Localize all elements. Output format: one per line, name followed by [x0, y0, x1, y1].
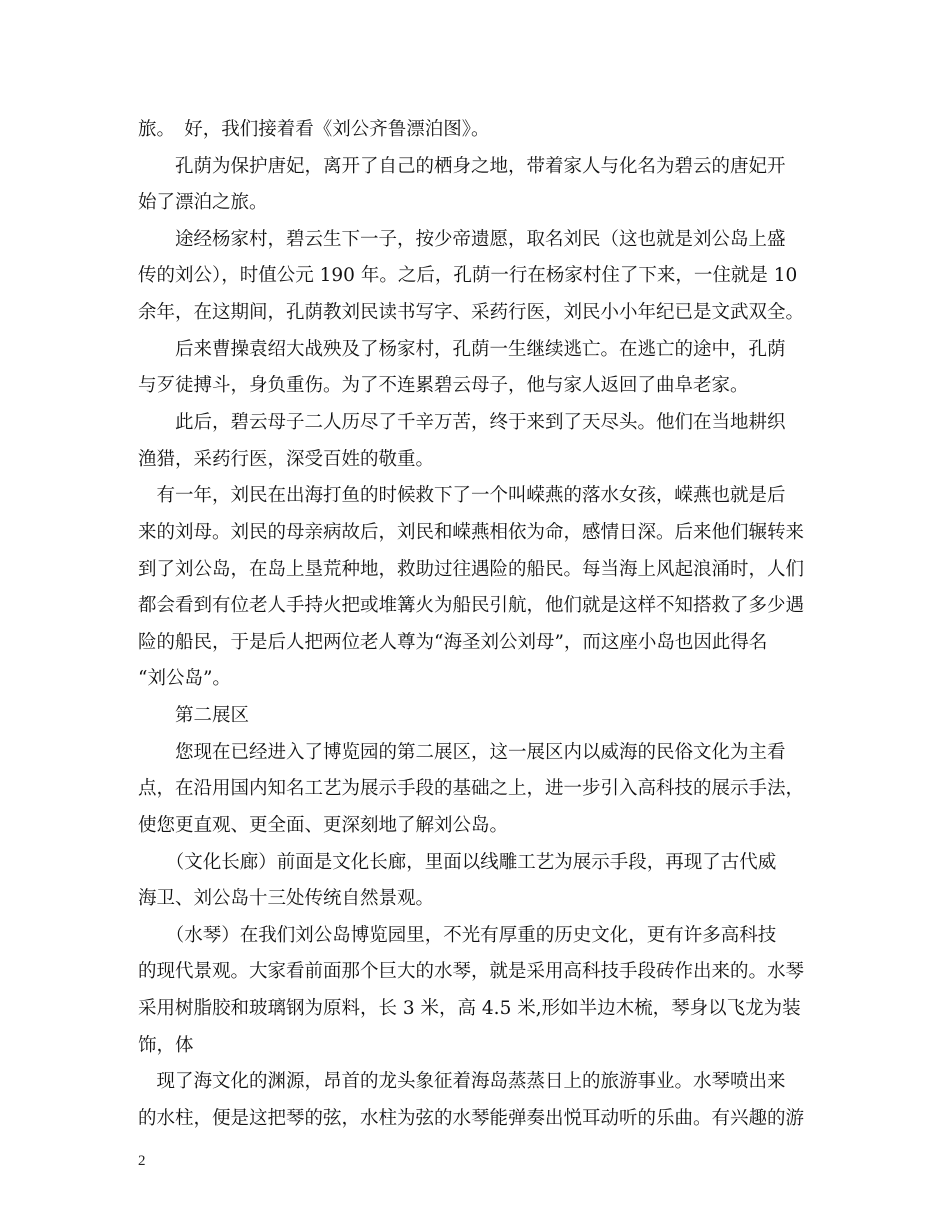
text-line: 到了刘公岛，在岛上垦荒种地，救助过往遇险的船民。每当海上风起浪涌时，人们	[138, 559, 805, 580]
text-line: “刘公岛”。	[138, 668, 231, 689]
text-line: 现了海文化的渊源，昂首的龙头象征着海岛蒸蒸日上的旅游事业。水琴喷出来	[138, 1071, 786, 1092]
text-line: （水琴）在我们刘公岛博览园里，不光有厚重的历史文化，更有许多高科技	[138, 925, 777, 946]
text-line: 您现在已经进入了博览园的第二展区，这一展区内以威海的民俗文化为主看	[138, 742, 786, 763]
text-line: 后来曹操袁绍大战殃及了杨家村，孔荫一生继续逃亡。在逃亡的途中，孔荫	[138, 339, 786, 360]
text-line: 渔猎，采药行医，深受百姓的敬重。	[138, 449, 435, 470]
text-line: 此后，碧云母子二人历尽了千辛万苦，终于来到了天尽头。他们在当地耕织	[138, 412, 786, 433]
text-line: 有一年，刘民在出海打鱼的时候救下了一个叫嵘燕的落水女孩，嵘燕也就是后	[138, 485, 786, 506]
text-line: 的水柱，便是这把琴的弦，水柱为弦的水琴能弹奏出悦耳动听的乐曲。有兴趣的游	[138, 1108, 805, 1129]
text-line: 都会看到有位老人手持火把或堆篝火为船民引航，他们就是这样不知搭救了多少遇	[138, 595, 805, 616]
page-number: 2	[138, 1153, 146, 1169]
text-line: （文化长廊）前面是文化长廊，里面以线雕工艺为展示手段，再现了古代威	[138, 852, 777, 873]
text-line: 始了漂泊之旅。	[138, 192, 268, 213]
text-line: 饰，体	[138, 1035, 194, 1056]
text-line: 来的刘母。刘民的母亲病故后，刘民和嵘燕相依为命，感情日深。后来他们辗转来	[138, 522, 805, 543]
text-line: 险的船民，于是后人把两位老人尊为“海圣刘公刘母”，而这座小岛也因此得名	[138, 632, 768, 653]
text-line: 余年，在这期间，孔荫教刘民读书写字、采药行医，刘民小小年纪已是文武双全。	[138, 302, 805, 323]
text-line: 采用树脂胶和玻璃钢为原料，长 3 米，高 4.5 米,形如半边木梳，琴身以飞龙为装	[138, 998, 801, 1019]
text-line: 海卫、刘公岛十三处传统自然景观。	[138, 888, 435, 909]
text-line: 与歹徒搏斗，身负重伤。为了不连累碧云母子，他与家人返回了曲阜老家。	[138, 375, 749, 396]
text-line: 孔荫为保护唐妃，离开了自己的栖身之地，带着家人与化名为碧云的唐妃开	[138, 156, 786, 177]
text-line: 的现代景观。大家看前面那个巨大的水琴，就是采用高科技手段砖作出来的。水琴	[138, 961, 805, 982]
text-line: 旅。 好，我们接着看《刘公齐鲁漂泊图》。	[138, 119, 490, 140]
text-line: 使您更直观、更全面、更深刻地了解刘公岛。	[138, 815, 509, 836]
text-line: 点，在沿用国内知名工艺为展示手段的基础之上，进一步引入高科技的展示手法，	[138, 778, 805, 799]
text-line: 传的刘公），时值公元 190 年。之后，孔荫一行在杨家村住了下来，一住就是 10	[138, 265, 798, 286]
section-heading: 第二展区	[138, 705, 250, 726]
text-line: 途经杨家村，碧云生下一子，按少帝遗愿，取名刘民（这也就是刘公岛上盛	[138, 229, 786, 250]
